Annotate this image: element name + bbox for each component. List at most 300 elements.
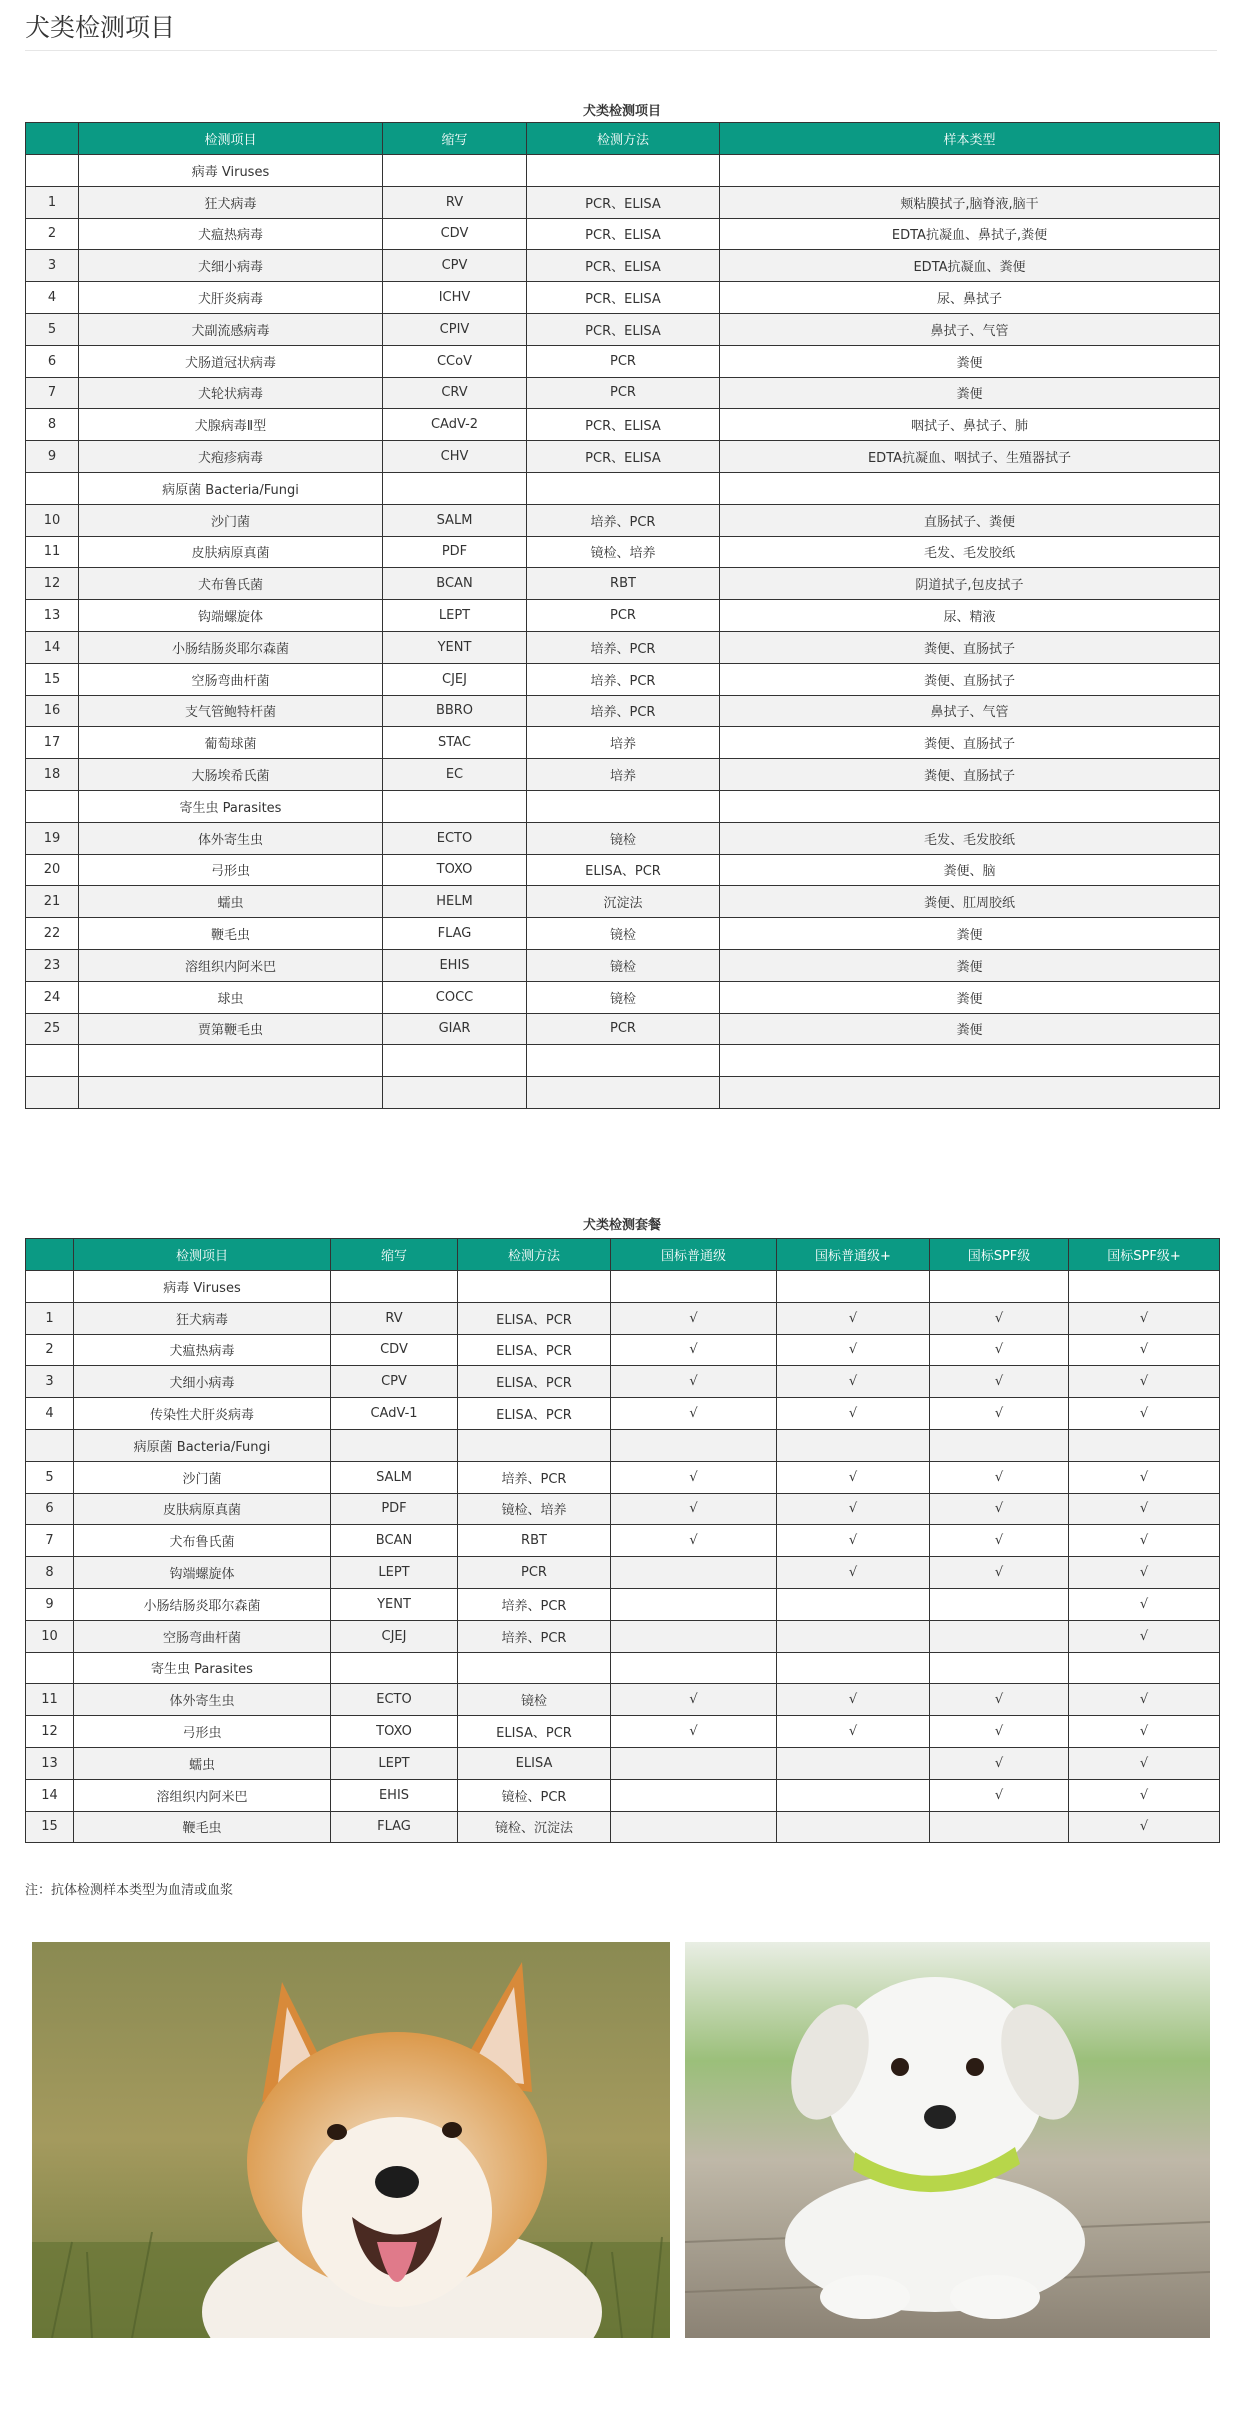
cell-gb-standard-plus: √ xyxy=(777,1398,930,1430)
cell-method: ELISA、PCR xyxy=(458,1398,611,1430)
cell-index: 2 xyxy=(26,1334,74,1366)
cell-item: 犬布鲁氏菌 xyxy=(79,568,383,600)
cell-gb-spf-plus: √ xyxy=(1069,1493,1220,1525)
table-section-row xyxy=(26,472,1220,504)
cell-gb-spf: √ xyxy=(930,1366,1069,1398)
table-row xyxy=(26,568,1220,600)
cell-sample-type: 鼻拭子、气管 xyxy=(720,313,1220,345)
cell-sample-type xyxy=(720,155,1220,187)
cell-method: PCR xyxy=(527,377,720,409)
table2-caption: 犬类检测套餐 xyxy=(582,1218,661,1233)
cell-gb-spf: √ xyxy=(930,1525,1069,1557)
cell-item: 小肠结肠炎耶尔森菌 xyxy=(74,1588,331,1620)
cell-index: 2 xyxy=(26,218,79,250)
cell-item: 钩端螺旋体 xyxy=(79,600,383,632)
table-section-row xyxy=(26,1652,1220,1684)
cell-abbr: CAdV-1 xyxy=(331,1398,458,1430)
cell-sample-type: 粪便、脑 xyxy=(720,854,1220,886)
cell-abbr xyxy=(331,1271,458,1303)
cell-item: 狂犬病毒 xyxy=(74,1302,331,1334)
cell-item: 体外寄生虫 xyxy=(79,822,383,854)
cell-sample-type: 粪便、直肠拭子 xyxy=(720,631,1220,663)
cell-gb-standard xyxy=(611,1620,777,1652)
cell-gb-standard-plus: √ xyxy=(777,1461,930,1493)
table-row xyxy=(26,345,1220,377)
table-row xyxy=(26,409,1220,441)
cell-index: 23 xyxy=(26,949,79,981)
cell-abbr: PDF xyxy=(383,536,527,568)
cell-method: 镜检、培养 xyxy=(458,1493,611,1525)
cell-gb-standard xyxy=(611,1557,777,1589)
table-row xyxy=(26,822,1220,854)
cell-sample-type: 尿、精液 xyxy=(720,600,1220,632)
cell-method: PCR、ELISA xyxy=(527,250,720,282)
table2-header-gb-standard-plus: 国标普通级+ xyxy=(777,1239,930,1271)
cell-item xyxy=(79,1077,383,1109)
cell-index: 5 xyxy=(26,313,79,345)
cell-item: 蠕虫 xyxy=(79,886,383,918)
cell-method: 镜检、PCR xyxy=(458,1779,611,1811)
cell-sample-type: EDTA抗凝血、咽拭子、生殖器拭子 xyxy=(720,441,1220,473)
cell-item: 病毒 Viruses xyxy=(74,1271,331,1303)
table-row xyxy=(26,1398,1220,1430)
cell-abbr: CHV xyxy=(383,441,527,473)
cell-gb-standard-plus: √ xyxy=(777,1684,930,1716)
cell-sample-type: 咽拭子、鼻拭子、肺 xyxy=(720,409,1220,441)
cell-gb-spf: √ xyxy=(930,1334,1069,1366)
cell-method: ELISA、PCR xyxy=(527,854,720,886)
cell-item: 蠕虫 xyxy=(74,1747,331,1779)
table-row xyxy=(26,1620,1220,1652)
cell-index: 19 xyxy=(26,822,79,854)
cell-sample-type: 阴道拭子,包皮拭子 xyxy=(720,568,1220,600)
cell-abbr: BCAN xyxy=(331,1525,458,1557)
cell-abbr: YENT xyxy=(331,1588,458,1620)
table1-header-item: 检测项目 xyxy=(79,123,383,155)
table-section-row xyxy=(26,1429,1220,1461)
table-row xyxy=(26,600,1220,632)
cell-method: PCR、ELISA xyxy=(527,282,720,314)
cell-method: ELISA、PCR xyxy=(458,1366,611,1398)
cell-method: 培养 xyxy=(527,727,720,759)
table-row xyxy=(26,695,1220,727)
cell-index: 11 xyxy=(26,536,79,568)
cell-index xyxy=(26,790,79,822)
table-row xyxy=(26,1811,1220,1843)
cell-abbr: CPIV xyxy=(383,313,527,345)
cell-abbr: SALM xyxy=(331,1461,458,1493)
cell-item: 鞭毛虫 xyxy=(74,1811,331,1843)
cell-gb-standard: √ xyxy=(611,1493,777,1525)
white-puppy-photo xyxy=(685,1942,1210,2338)
cell-index: 25 xyxy=(26,1013,79,1045)
cell-abbr: BCAN xyxy=(383,568,527,600)
cell-method: 培养 xyxy=(527,759,720,791)
cell-item: 弓形虫 xyxy=(74,1716,331,1748)
cell-index: 7 xyxy=(26,377,79,409)
cell-index: 1 xyxy=(26,186,79,218)
table-row xyxy=(26,981,1220,1013)
cell-abbr: CDV xyxy=(331,1334,458,1366)
cell-abbr: PDF xyxy=(331,1493,458,1525)
cell-method xyxy=(527,790,720,822)
cell-item: 空肠弯曲杆菌 xyxy=(74,1620,331,1652)
cell-gb-spf-plus: √ xyxy=(1069,1779,1220,1811)
cell-abbr xyxy=(331,1429,458,1461)
cell-index: 15 xyxy=(26,663,79,695)
table-section-row xyxy=(26,790,1220,822)
table-row xyxy=(26,918,1220,950)
cell-item: 溶组织内阿米巴 xyxy=(74,1779,331,1811)
table-row xyxy=(26,250,1220,282)
cell-gb-spf-plus: √ xyxy=(1069,1525,1220,1557)
cell-index: 14 xyxy=(26,631,79,663)
cell-index xyxy=(26,472,79,504)
cell-sample-type: 粪便 xyxy=(720,918,1220,950)
cell-index: 7 xyxy=(26,1525,74,1557)
table-row xyxy=(26,377,1220,409)
table-section-row xyxy=(26,1271,1220,1303)
cell-abbr: ECTO xyxy=(383,822,527,854)
cell-abbr xyxy=(383,155,527,187)
table-row xyxy=(26,1588,1220,1620)
cell-abbr: BBRO xyxy=(383,695,527,727)
cell-gb-spf-plus: √ xyxy=(1069,1588,1220,1620)
cell-item: 鞭毛虫 xyxy=(79,918,383,950)
cell-item: 犬副流感病毒 xyxy=(79,313,383,345)
cell-index: 14 xyxy=(26,1779,74,1811)
cell-abbr: FLAG xyxy=(331,1811,458,1843)
cell-abbr: CPV xyxy=(331,1366,458,1398)
cell-gb-spf: √ xyxy=(930,1716,1069,1748)
cell-index: 21 xyxy=(26,886,79,918)
cell-method: PCR、ELISA xyxy=(527,218,720,250)
cell-method: 镜检、沉淀法 xyxy=(458,1811,611,1843)
cell-index: 4 xyxy=(26,282,79,314)
cell-method xyxy=(458,1429,611,1461)
cell-gb-standard xyxy=(611,1271,777,1303)
cell-gb-spf-plus: √ xyxy=(1069,1811,1220,1843)
cell-item: 体外寄生虫 xyxy=(74,1684,331,1716)
cell-item: 寄生虫 Parasites xyxy=(74,1652,331,1684)
cell-abbr xyxy=(383,1077,527,1109)
cell-abbr: LEPT xyxy=(331,1747,458,1779)
cell-method: PCR、ELISA xyxy=(527,186,720,218)
cell-abbr: ICHV xyxy=(383,282,527,314)
cell-item: 病原菌 Bacteria/Fungi xyxy=(79,472,383,504)
table-row xyxy=(26,1493,1220,1525)
cell-gb-spf-plus: √ xyxy=(1069,1398,1220,1430)
cell-index: 3 xyxy=(26,1366,74,1398)
cell-index: 6 xyxy=(26,345,79,377)
cell-gb-standard xyxy=(611,1652,777,1684)
cell-abbr xyxy=(383,1045,527,1077)
cell-abbr: SALM xyxy=(383,504,527,536)
cell-item: 犬轮状病毒 xyxy=(79,377,383,409)
table-row xyxy=(26,631,1220,663)
cell-index: 22 xyxy=(26,918,79,950)
cell-index xyxy=(26,1045,79,1077)
cell-method: 培养、PCR xyxy=(458,1588,611,1620)
table-row xyxy=(26,1747,1220,1779)
cell-abbr: CDV xyxy=(383,218,527,250)
cell-sample-type xyxy=(720,790,1220,822)
cell-abbr: CAdV-2 xyxy=(383,409,527,441)
cell-method: PCR xyxy=(527,600,720,632)
cell-method xyxy=(527,155,720,187)
cell-item: 犬瘟热病毒 xyxy=(79,218,383,250)
cell-gb-standard-plus xyxy=(777,1747,930,1779)
table-row xyxy=(26,1013,1220,1045)
cell-item: 犬布鲁氏菌 xyxy=(74,1525,331,1557)
cell-method: PCR、ELISA xyxy=(527,313,720,345)
cell-index: 18 xyxy=(26,759,79,791)
cell-gb-standard: √ xyxy=(611,1302,777,1334)
cell-index: 8 xyxy=(26,1557,74,1589)
cell-gb-standard-plus: √ xyxy=(777,1366,930,1398)
cell-gb-standard: √ xyxy=(611,1461,777,1493)
cell-gb-spf xyxy=(930,1811,1069,1843)
cell-sample-type: 毛发、毛发胶纸 xyxy=(720,536,1220,568)
cell-gb-standard-plus xyxy=(777,1588,930,1620)
cell-method: 培养、PCR xyxy=(458,1461,611,1493)
table1-caption: 犬类检测项目 xyxy=(582,104,661,119)
cell-index: 24 xyxy=(26,981,79,1013)
table-row xyxy=(26,282,1220,314)
table1-header-method: 检测方法 xyxy=(527,123,720,155)
cell-gb-standard xyxy=(611,1779,777,1811)
table1-header-abbr: 缩写 xyxy=(383,123,527,155)
table-row xyxy=(26,1077,1220,1109)
cell-gb-spf-plus xyxy=(1069,1652,1220,1684)
cell-method: 培养、PCR xyxy=(527,631,720,663)
cell-method: 镜检 xyxy=(527,949,720,981)
cell-gb-standard xyxy=(611,1429,777,1461)
cell-gb-spf xyxy=(930,1652,1069,1684)
cell-abbr: FLAG xyxy=(383,918,527,950)
cell-abbr: HELM xyxy=(383,886,527,918)
cell-abbr: YENT xyxy=(383,631,527,663)
cell-index: 16 xyxy=(26,695,79,727)
cell-gb-standard-plus: √ xyxy=(777,1716,930,1748)
cell-method: RBT xyxy=(527,568,720,600)
table-row xyxy=(26,1716,1220,1748)
cell-index: 12 xyxy=(26,568,79,600)
cell-gb-spf xyxy=(930,1620,1069,1652)
cell-gb-spf xyxy=(930,1588,1069,1620)
cell-gb-spf-plus: √ xyxy=(1069,1334,1220,1366)
cell-method: PCR xyxy=(527,1013,720,1045)
cell-method: 培养、PCR xyxy=(458,1620,611,1652)
cell-item: 葡萄球菌 xyxy=(79,727,383,759)
cell-method: ELISA、PCR xyxy=(458,1334,611,1366)
cell-index: 6 xyxy=(26,1493,74,1525)
table-row xyxy=(26,854,1220,886)
cell-gb-spf: √ xyxy=(930,1684,1069,1716)
cell-sample-type: 粪便、直肠拭子 xyxy=(720,663,1220,695)
cell-gb-spf-plus: √ xyxy=(1069,1684,1220,1716)
cell-index xyxy=(26,1652,74,1684)
cell-method xyxy=(458,1271,611,1303)
cell-method: 镜检 xyxy=(527,822,720,854)
cell-item: 沙门菌 xyxy=(79,504,383,536)
cell-abbr: EC xyxy=(383,759,527,791)
cell-item: 狂犬病毒 xyxy=(79,186,383,218)
table-row xyxy=(26,1334,1220,1366)
cell-gb-spf: √ xyxy=(930,1461,1069,1493)
cell-item xyxy=(79,1045,383,1077)
cell-abbr: CPV xyxy=(383,250,527,282)
cell-item: 犬疱疹病毒 xyxy=(79,441,383,473)
cell-index xyxy=(26,1271,74,1303)
cell-abbr: RV xyxy=(383,186,527,218)
cell-item: 皮肤病原真菌 xyxy=(74,1493,331,1525)
cell-method: 培养、PCR xyxy=(527,504,720,536)
table-row xyxy=(26,1461,1220,1493)
table-row xyxy=(26,663,1220,695)
table1-header-sample-type: 样本类型 xyxy=(720,123,1220,155)
cell-method xyxy=(527,1045,720,1077)
cell-method: PCR xyxy=(527,345,720,377)
table2-header-row xyxy=(26,1239,1220,1271)
table-row xyxy=(26,727,1220,759)
table-row xyxy=(26,949,1220,981)
cell-item: 支气管鲍特杆菌 xyxy=(79,695,383,727)
cell-method: 培养、PCR xyxy=(527,663,720,695)
cell-gb-standard-plus: √ xyxy=(777,1334,930,1366)
cell-gb-spf: √ xyxy=(930,1302,1069,1334)
cell-abbr: TOXO xyxy=(383,854,527,886)
cell-sample-type: 粪便、直肠拭子 xyxy=(720,727,1220,759)
footnote: 注：抗体检测样本类型为血清或血浆 xyxy=(25,1883,234,1898)
cell-gb-standard-plus xyxy=(777,1811,930,1843)
cell-abbr: COCC xyxy=(383,981,527,1013)
table-row xyxy=(26,1779,1220,1811)
table1-header-row xyxy=(26,123,1220,155)
cell-item: 犬瘟热病毒 xyxy=(74,1334,331,1366)
cell-method: 培养、PCR xyxy=(527,695,720,727)
cell-gb-spf: √ xyxy=(930,1557,1069,1589)
cell-abbr: RV xyxy=(331,1302,458,1334)
cell-index: 10 xyxy=(26,504,79,536)
cell-gb-spf-plus: √ xyxy=(1069,1366,1220,1398)
cell-gb-spf-plus: √ xyxy=(1069,1716,1220,1748)
cell-abbr: STAC xyxy=(383,727,527,759)
cell-gb-standard: √ xyxy=(611,1398,777,1430)
cell-sample-type: 尿、鼻拭子 xyxy=(720,282,1220,314)
cell-index: 3 xyxy=(26,250,79,282)
cell-gb-spf-plus: √ xyxy=(1069,1557,1220,1589)
cell-gb-standard xyxy=(611,1811,777,1843)
table-row xyxy=(26,1557,1220,1589)
table-row xyxy=(26,886,1220,918)
corgi-photo xyxy=(32,1942,670,2338)
cell-method: 镜检 xyxy=(527,918,720,950)
table-row xyxy=(26,218,1220,250)
cell-gb-standard: √ xyxy=(611,1366,777,1398)
table-row xyxy=(26,313,1220,345)
table-row xyxy=(26,1684,1220,1716)
cell-gb-standard-plus xyxy=(777,1779,930,1811)
cell-abbr: CJEJ xyxy=(383,663,527,695)
cell-gb-standard: √ xyxy=(611,1525,777,1557)
cell-sample-type: 粪便 xyxy=(720,949,1220,981)
table2-header-abbr: 缩写 xyxy=(331,1239,458,1271)
cell-sample-type: 粪便 xyxy=(720,377,1220,409)
cell-gb-standard-plus: √ xyxy=(777,1525,930,1557)
cell-gb-standard-plus: √ xyxy=(777,1557,930,1589)
cell-sample-type: 粪便 xyxy=(720,345,1220,377)
cell-item: 犬肝炎病毒 xyxy=(79,282,383,314)
table-section-row xyxy=(26,155,1220,187)
cell-item: 病原菌 Bacteria/Fungi xyxy=(74,1429,331,1461)
cell-method: ELISA xyxy=(458,1747,611,1779)
cell-index: 11 xyxy=(26,1684,74,1716)
table-row xyxy=(26,1302,1220,1334)
cell-gb-spf: √ xyxy=(930,1493,1069,1525)
cell-sample-type xyxy=(720,472,1220,504)
cell-sample-type xyxy=(720,1077,1220,1109)
table1-dog-test-items xyxy=(25,122,1220,1109)
cell-method: ELISA、PCR xyxy=(458,1302,611,1334)
table2-header-gb-spf: 国标SPF级 xyxy=(930,1239,1069,1271)
cell-method: PCR、ELISA xyxy=(527,409,720,441)
table-row xyxy=(26,504,1220,536)
cell-gb-spf: √ xyxy=(930,1779,1069,1811)
cell-item: 寄生虫 Parasites xyxy=(79,790,383,822)
cell-gb-spf-plus: √ xyxy=(1069,1461,1220,1493)
table2-header-method: 检测方法 xyxy=(458,1239,611,1271)
cell-gb-spf-plus: √ xyxy=(1069,1747,1220,1779)
cell-item: 犬肠道冠状病毒 xyxy=(79,345,383,377)
cell-sample-type: 粪便 xyxy=(720,981,1220,1013)
cell-item: 大肠埃希氏菌 xyxy=(79,759,383,791)
cell-index: 20 xyxy=(26,854,79,886)
cell-item: 钩端螺旋体 xyxy=(74,1557,331,1589)
cell-abbr: CJEJ xyxy=(331,1620,458,1652)
cell-method: PCR、ELISA xyxy=(527,441,720,473)
cell-abbr: EHIS xyxy=(331,1779,458,1811)
cell-gb-standard-plus: √ xyxy=(777,1302,930,1334)
table2-dog-test-packages xyxy=(25,1238,1220,1843)
cell-sample-type: EDTA抗凝血、粪便 xyxy=(720,250,1220,282)
cell-method: ELISA、PCR xyxy=(458,1716,611,1748)
cell-gb-spf: √ xyxy=(930,1398,1069,1430)
cell-gb-spf xyxy=(930,1271,1069,1303)
cell-gb-spf-plus: √ xyxy=(1069,1620,1220,1652)
cell-method xyxy=(527,1077,720,1109)
cell-item: 沙门菌 xyxy=(74,1461,331,1493)
table2-header-index xyxy=(26,1239,74,1271)
cell-abbr: ECTO xyxy=(331,1684,458,1716)
cell-method: RBT xyxy=(458,1525,611,1557)
cell-index: 9 xyxy=(26,1588,74,1620)
page-title: 犬类检测项目 xyxy=(25,13,176,42)
cell-abbr: LEPT xyxy=(383,600,527,632)
cell-sample-type: 粪便 xyxy=(720,1013,1220,1045)
cell-index: 5 xyxy=(26,1461,74,1493)
table-row xyxy=(26,441,1220,473)
cell-gb-spf: √ xyxy=(930,1747,1069,1779)
cell-abbr: CCoV xyxy=(383,345,527,377)
cell-item: 溶组织内阿米巴 xyxy=(79,949,383,981)
cell-sample-type: EDTA抗凝血、鼻拭子,粪便 xyxy=(720,218,1220,250)
cell-gb-standard: √ xyxy=(611,1334,777,1366)
cell-gb-standard-plus xyxy=(777,1652,930,1684)
cell-method: 镜检 xyxy=(527,981,720,1013)
table2-header-item: 检测项目 xyxy=(74,1239,331,1271)
cell-item: 小肠结肠炎耶尔森菌 xyxy=(79,631,383,663)
